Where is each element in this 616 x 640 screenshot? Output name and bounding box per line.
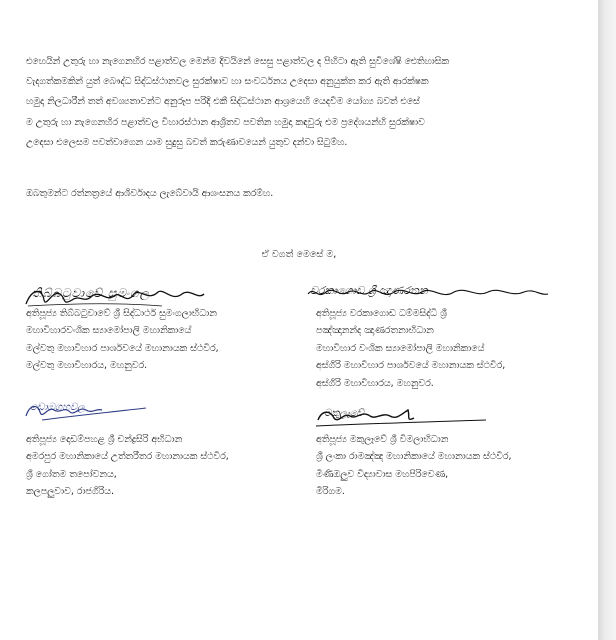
signatory-1-block bbox=[26, 305, 219, 375]
signatory-2-line: අතිපූජ්‍ය වරකාගොඩ ධම්මසිද්ධි ශ්‍රී bbox=[316, 308, 447, 319]
signatory-2-line: අස්ගිරි මහාවිහාරය, මහනුවර. bbox=[316, 377, 434, 389]
signature-3-text: ඩොඹගහවල bbox=[30, 402, 85, 413]
paragraph-line: උදෙසා එලෙසම පවත්වාගෙන යාම සුදුසු බවත් කරුණාවයෙන් යුතුව දන්වා සිටුම්හ. bbox=[26, 136, 348, 148]
signatory-2-line: අස්ගිරි මහාවිහාර පාර්ශවයේ මහානායක ස්ථවිර, bbox=[316, 360, 506, 372]
signatory-4-block bbox=[316, 431, 511, 501]
closing-line: ඒ වගත් මෙසේ ම, bbox=[261, 249, 337, 260]
signatory-4-line: මීරිගම. bbox=[316, 486, 345, 498]
paragraph-line: ම උතුරු හා නැගෙනහිර පළාත්වල විහාරස්ථාන ආශ්‍රිතව පවතින හමුදා කඳවුරු එම ප්‍රදේශයන්හි සුරක්ෂාව bbox=[26, 116, 425, 128]
signatory-4-line: ශ්‍රී ලංකා රාමඤ්ඤ මහානිකායේ මහානායක ස්ථවිර, bbox=[316, 451, 512, 463]
signature-4-text: මකුලෑවේ bbox=[324, 408, 364, 419]
signatory-2-block bbox=[316, 305, 505, 392]
blessing-line bbox=[26, 184, 566, 204]
paragraph-line: හමුදා නිලධාරීන් තත් අවශ්‍යතාවන්ට අනුරූප පරිදි එකී සිද්ධස්ථාන ආශ්‍රයෙහි යෙදවීම යෝග්‍ය බවත් එසේ bbox=[26, 96, 420, 108]
signatory-2-line: පඤ්ඤානන්ද ඤාණරතනාභිධාන bbox=[316, 325, 434, 337]
signatory-4-line: මිණිඔලුව විද්‍යාවාස මහපිරිවෙණ, bbox=[316, 468, 449, 480]
signatory-1-line: අතිපූජ්‍ය තිබ්බටුවාවේ ශ්‍රී සිද්ධාර්ථ සුමංගලාභිධාන bbox=[26, 308, 217, 319]
signatory-2-line: මහාවිහාර වංශික ස්‍යාමෝපාලි මහානිකායේ bbox=[316, 342, 485, 354]
viewer-edge bbox=[598, 0, 616, 640]
signatory-4-line: අතිපූජ්‍ය මකුලෑවේ ශ්‍රී විමලාභිධාන bbox=[316, 434, 449, 445]
signature-3 bbox=[22, 398, 152, 426]
signatory-1-line: මල්වතු මහාවිහාර පාර්ශවයේ මහානායක ස්ථවිර, bbox=[26, 342, 219, 354]
paragraph-line: එහෙයින් උතුරු හා නැගෙනහිර පළාත්වල මෙන්ම දිවයිනේ සෙසු පළාත්වල ද පිහිටා ඇති සුවිශේෂි ඓතිහාසික bbox=[26, 56, 449, 67]
signatory-3-line: අමරපුර මහානිකායේ උත්තරීතර මහානායක ස්ථවිර, bbox=[26, 451, 229, 463]
signature-2 bbox=[304, 282, 554, 306]
signatory-1-line: මල්වතු මහාවිහාරය, මහනුවර. bbox=[26, 360, 148, 372]
signatory-3-line: කලපලුවාව, රාජගිරිය. bbox=[26, 486, 114, 498]
main-paragraph bbox=[26, 52, 566, 153]
signature-1-text: තිබ්බටුවාවේ සුමංගල bbox=[32, 286, 150, 300]
signatory-3-line: ශ්‍රී ගෝතම තපෝවනය, bbox=[26, 468, 117, 480]
signature-2-text: වරකාගොඩ ශ්‍රී ඤාණරතන bbox=[310, 284, 428, 297]
signatory-1-line: මහාවිහාරවංශික ස්‍යාමෝපාලි මහානිකායේ bbox=[26, 325, 192, 337]
paragraph-line: වැදගත්කමකින් යුත් බෞද්ධ සිද්ධස්ථානවල සුරක්ෂාව හා සංවර්ධනය උදෙසා අනුයුක්ත කර ඇති ආරක්ෂක bbox=[26, 76, 429, 88]
signatory-3-block bbox=[26, 431, 229, 501]
signature-4 bbox=[314, 404, 494, 434]
blessing-text: ඔබතුමන්ට රත්නත්‍රයේ ආශිර්වාදය ලැබේවායි ආශංසනය කරම්හ. bbox=[26, 188, 274, 199]
signatory-3-line: අතිපූජ්‍ය දොඩම්පහළ ශ්‍රී චන්ද්‍රසිරි අභිධාන bbox=[26, 434, 183, 445]
